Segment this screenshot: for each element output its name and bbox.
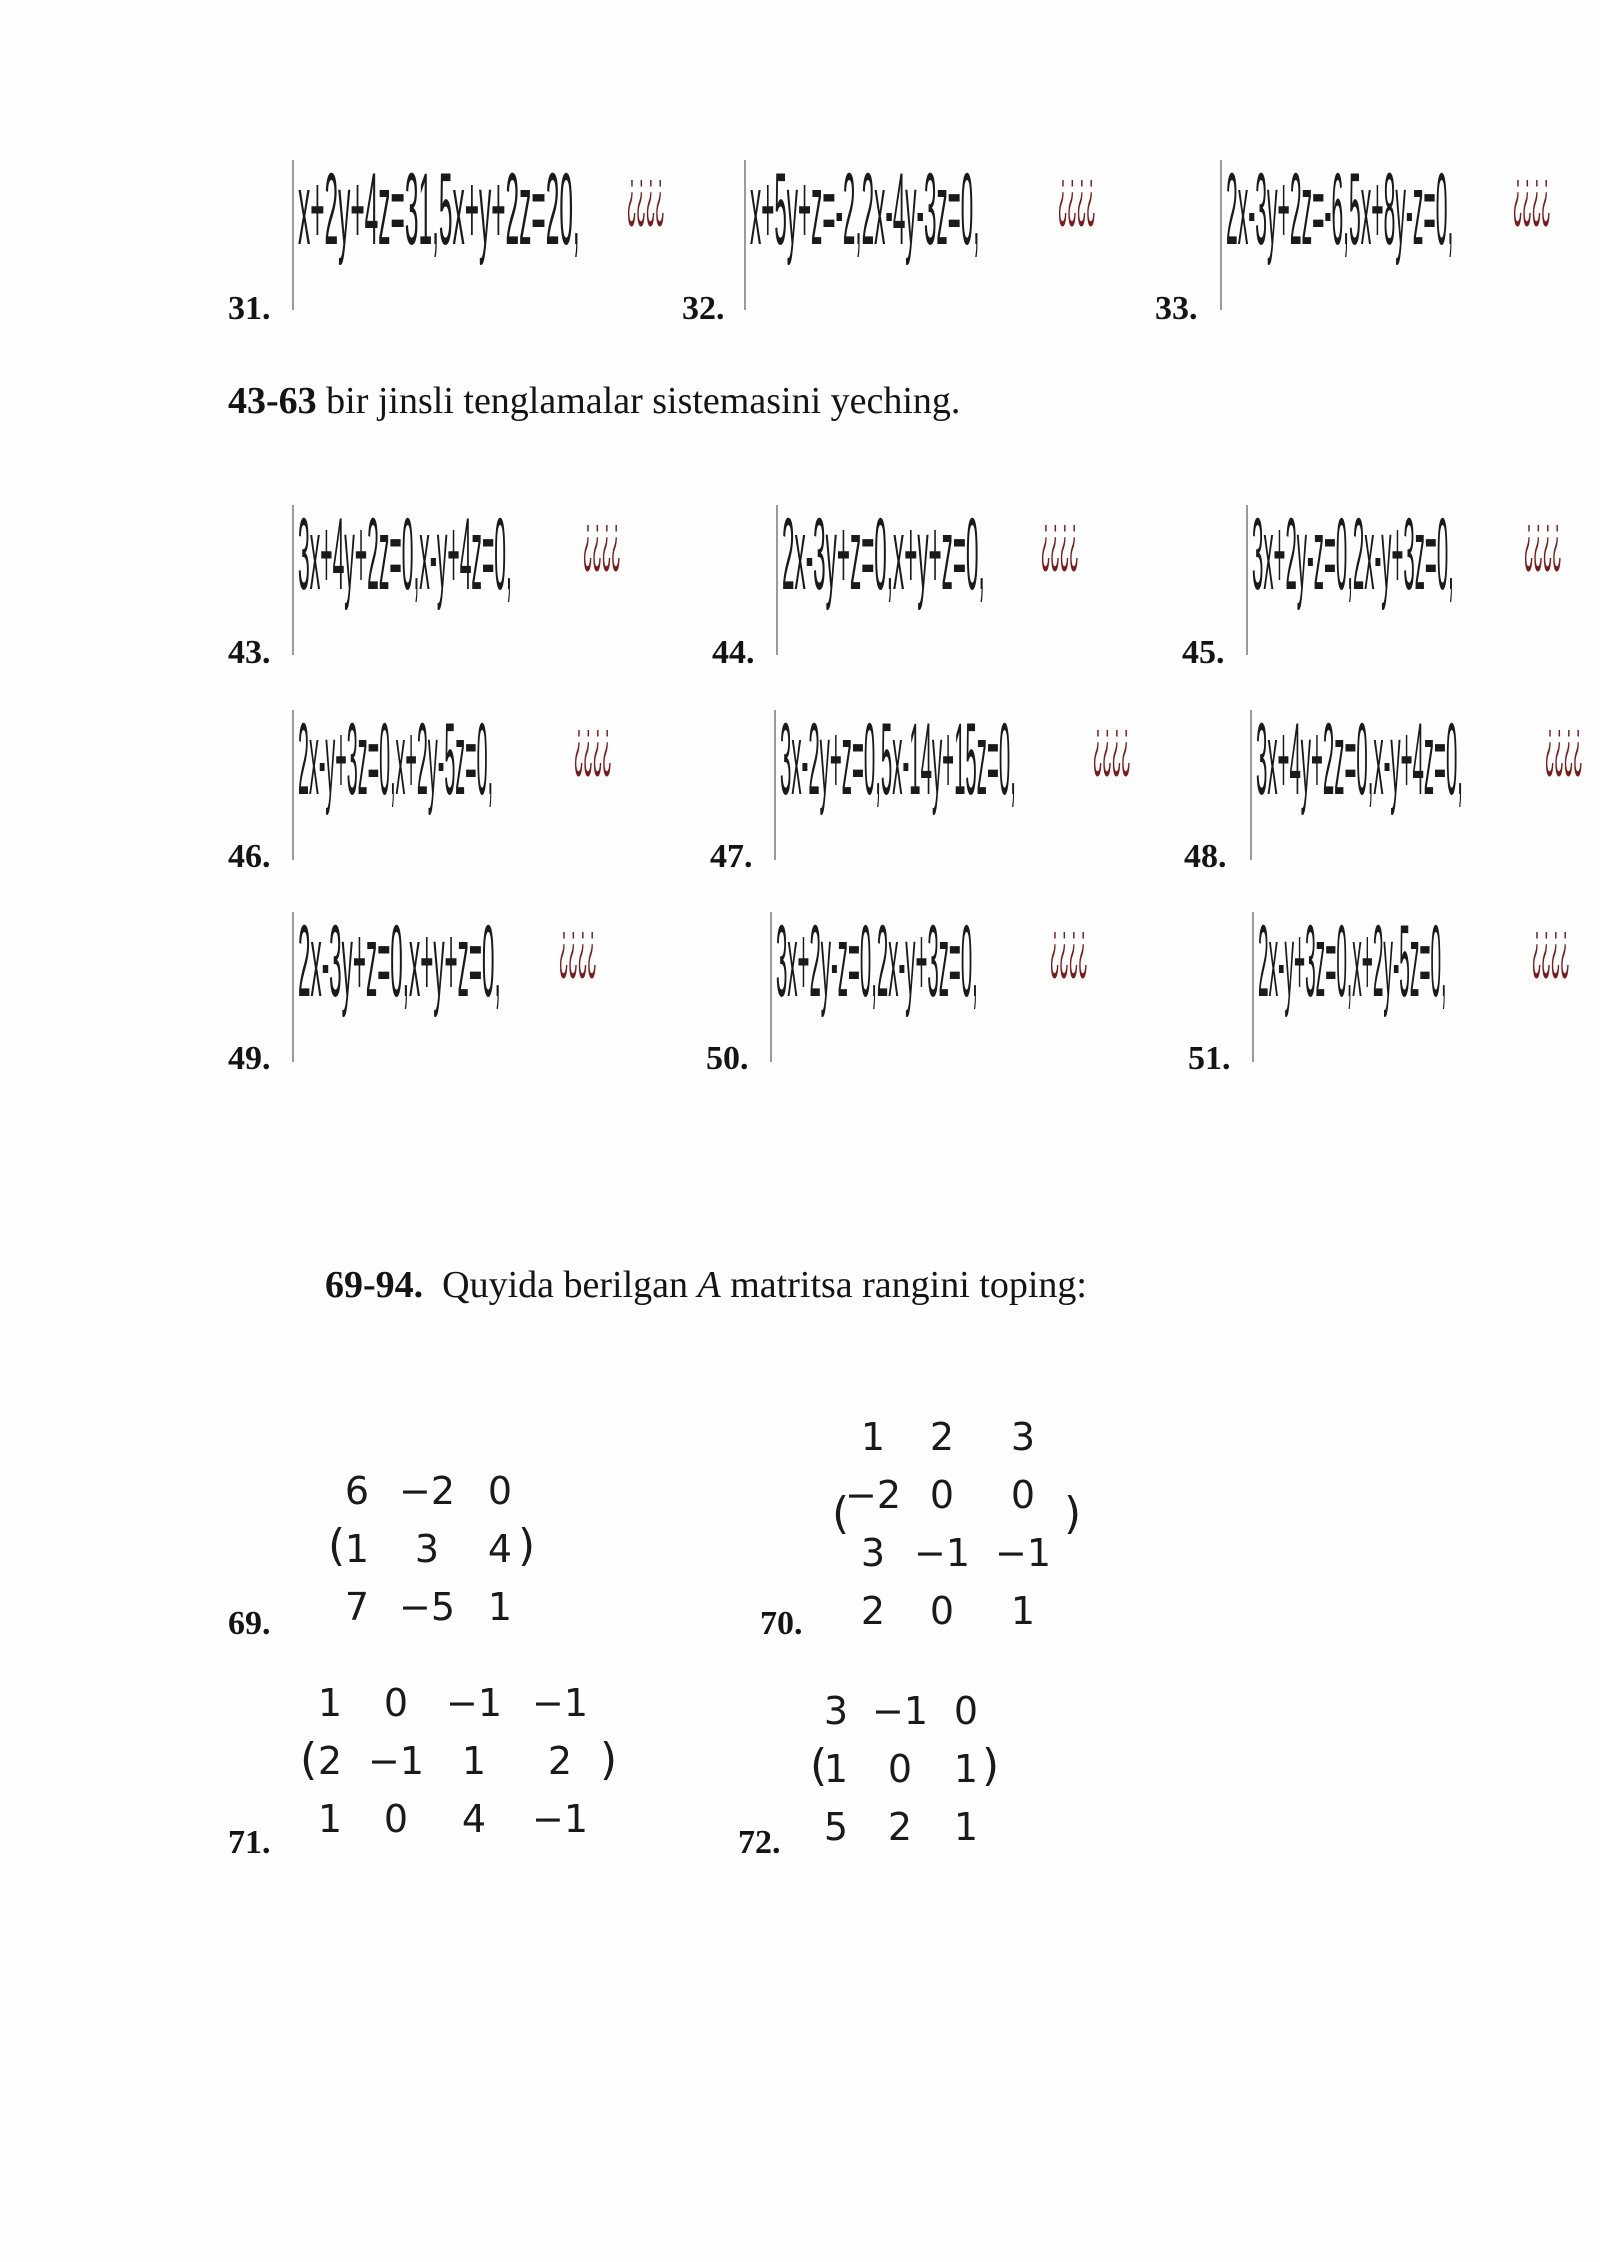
problem-number: 70. xyxy=(760,1605,803,1642)
problem-number: 32. xyxy=(682,290,725,327)
matrix-cell: 2 xyxy=(547,1739,573,1783)
matrix-cell: 1 xyxy=(1010,1589,1036,1633)
matrix-cell: 1 xyxy=(953,1747,979,1791)
matrix-cell: 0 xyxy=(929,1473,955,1517)
equation-system xyxy=(292,704,643,860)
problem-number: 48. xyxy=(1184,838,1227,875)
matrix-cell: 2 xyxy=(929,1415,955,1459)
matrix-cell: 0 xyxy=(383,1797,409,1841)
brace xyxy=(292,505,294,655)
problem-number: 69. xyxy=(228,1605,271,1642)
matrix-row xyxy=(328,1520,532,1578)
equation-tail: ¿¿¿¿ xyxy=(1512,155,1551,230)
equation-system xyxy=(776,499,1110,655)
brace xyxy=(1250,710,1252,860)
matrix xyxy=(328,1462,532,1636)
matrix-row xyxy=(300,1732,604,1790)
matrix xyxy=(845,1408,1063,1640)
matrix-cell: 0 xyxy=(383,1681,409,1725)
matrix-cell: 3 xyxy=(414,1527,440,1571)
matrix xyxy=(300,1674,604,1848)
equation-text: 2x-3y+z=0,x+y+z=0, xyxy=(782,499,985,613)
matrix-cell: 3 xyxy=(860,1531,886,1575)
matrix-row xyxy=(810,1798,994,1856)
brace xyxy=(774,710,776,860)
matrix-row xyxy=(845,1524,1063,1582)
equation-tail: ¿¿¿¿ xyxy=(574,705,613,780)
matrix-cell: −1 xyxy=(531,1797,589,1841)
left-paren: ( xyxy=(328,1520,346,1571)
right-paren: ) xyxy=(600,1734,618,1785)
equation-tail: ¿¿¿¿ xyxy=(1041,500,1079,575)
matrix-cell: 4 xyxy=(487,1527,513,1571)
heading-matrix-symbol: A xyxy=(697,1264,721,1306)
matrix-row xyxy=(300,1790,604,1848)
equation-text: 3x+2y-z=0,2x-y+3z=0, xyxy=(776,906,978,1020)
problem-number: 33. xyxy=(1155,290,1198,327)
equation-tail: ¿¿¿¿ xyxy=(1532,907,1571,982)
matrix-row xyxy=(845,1466,1063,1524)
matrix-cell: 4 xyxy=(461,1797,487,1841)
left-paren: ( xyxy=(300,1734,318,1785)
right-paren: ) xyxy=(518,1520,536,1571)
matrix xyxy=(810,1682,994,1856)
equation-system xyxy=(774,704,1162,860)
matrix-cell: −1 xyxy=(913,1531,971,1575)
problem-number: 49. xyxy=(228,1040,271,1077)
matrix-cell: 1 xyxy=(860,1415,886,1459)
equation-system xyxy=(770,906,1119,1062)
brace xyxy=(1246,505,1248,655)
matrix-cell: 1 xyxy=(317,1681,343,1725)
matrix-cell: 1 xyxy=(953,1805,979,1849)
matrix-cell: −1 xyxy=(994,1531,1052,1575)
brace xyxy=(770,912,772,1062)
problem-number: 43. xyxy=(228,634,271,671)
matrix-row xyxy=(845,1582,1063,1640)
problem-number: 46. xyxy=(228,838,271,875)
matrix-cell: 0 xyxy=(887,1747,913,1791)
problem-number: 45. xyxy=(1182,634,1225,671)
equation-text: 3x+4y+2z=0,x-y+4z=0, xyxy=(298,499,512,613)
equation-text: 2x-y+3z=0,x+2y-5z=0, xyxy=(298,704,494,818)
heading-text: matritsa rangini toping: xyxy=(720,1264,1087,1306)
matrix-cell: −1 xyxy=(871,1689,929,1733)
matrix-row xyxy=(810,1740,994,1798)
equation-tail: ¿¿¿¿ xyxy=(1093,705,1131,780)
equation-text: 2x-3y+z=0,x+y+z=0, xyxy=(298,906,501,1020)
problem-number: 47. xyxy=(710,838,753,875)
matrix-cell: 0 xyxy=(953,1689,979,1733)
problem-number: 71. xyxy=(228,1824,271,1861)
section-heading xyxy=(228,382,960,420)
matrix-cell: −1 xyxy=(531,1681,589,1725)
equation-text: x+5y+z=-2,2x-4y-3z=0, xyxy=(750,154,980,268)
equation-system xyxy=(1250,704,1600,860)
equation-system xyxy=(1220,154,1581,310)
equation-tail: ¿¿¿¿ xyxy=(1524,500,1563,575)
equation-system xyxy=(744,154,1126,310)
section-heading xyxy=(325,1266,1087,1304)
matrix-cell: 3 xyxy=(823,1689,849,1733)
problem-number: 31. xyxy=(228,290,271,327)
matrix-row xyxy=(328,1462,532,1520)
equation-tail: ¿¿¿¿ xyxy=(1057,155,1096,230)
equation-tail: ¿¿¿¿ xyxy=(627,155,665,230)
brace xyxy=(292,710,294,860)
brace xyxy=(292,160,294,310)
matrix-cell: 1 xyxy=(344,1527,370,1571)
matrix-cell: 0 xyxy=(1010,1473,1036,1517)
matrix-cell: 1 xyxy=(823,1747,849,1791)
matrix-cell: 3 xyxy=(1010,1415,1036,1459)
equation-system xyxy=(292,499,651,655)
heading-range: 69-94. xyxy=(325,1264,424,1306)
matrix-row xyxy=(845,1408,1063,1466)
left-paren: ( xyxy=(832,1488,850,1539)
equation-text: x+2y+4z=31,5x+y+2z=20, xyxy=(298,154,580,268)
brace xyxy=(744,160,746,310)
equation-tail: ¿¿¿¿ xyxy=(1050,907,1089,982)
brace xyxy=(1252,912,1254,1062)
left-paren: ( xyxy=(810,1740,828,1791)
matrix-cell: 5 xyxy=(823,1805,849,1849)
brace xyxy=(292,912,294,1062)
right-paren: ) xyxy=(982,1740,1000,1791)
equation-text: 3x-2y+z=0,5x-14y+15z=0, xyxy=(780,704,1016,818)
problem-number: 51. xyxy=(1188,1040,1231,1077)
brace xyxy=(1220,160,1222,310)
matrix-cell: 0 xyxy=(487,1469,513,1513)
equation-system xyxy=(1246,499,1593,655)
matrix-row xyxy=(810,1682,994,1740)
matrix-cell: −1 xyxy=(445,1681,503,1725)
equation-text: 3x+4y+2z=0,x-y+4z=0, xyxy=(1256,704,1463,818)
heading-text: Quyida berilgan xyxy=(423,1264,698,1306)
equation-tail: ¿¿¿¿ xyxy=(582,500,621,575)
brace xyxy=(776,505,778,655)
matrix-cell: −2 xyxy=(398,1469,456,1513)
matrix-cell: −1 xyxy=(367,1739,425,1783)
matrix-cell: 2 xyxy=(887,1805,913,1849)
heading-text: bir jinsli tenglamalar sistemasini yeching. xyxy=(316,380,961,422)
equation-tail: ¿¿¿¿ xyxy=(559,907,597,982)
matrix-cell: 2 xyxy=(317,1739,343,1783)
matrix-cell: 0 xyxy=(929,1589,955,1633)
matrix-cell: 1 xyxy=(317,1797,343,1841)
equation-system xyxy=(1252,906,1600,1062)
equation-system xyxy=(292,906,628,1062)
matrix-cell: 6 xyxy=(344,1469,370,1513)
problem-number: 72. xyxy=(738,1824,781,1861)
problem-number: 44. xyxy=(712,634,755,671)
problem-number: 50. xyxy=(706,1040,749,1077)
equation-system xyxy=(292,154,696,310)
right-paren: ) xyxy=(1064,1488,1082,1539)
matrix-cell: −2 xyxy=(845,1473,902,1517)
equation-tail: ¿¿¿¿ xyxy=(1544,705,1583,780)
matrix-cell: 1 xyxy=(461,1739,487,1783)
matrix-row xyxy=(300,1674,604,1732)
matrix-cell: 2 xyxy=(860,1589,886,1633)
heading-range: 43-63 xyxy=(228,380,317,422)
matrix-cell: 1 xyxy=(487,1585,513,1629)
matrix-row xyxy=(328,1578,532,1636)
equation-text: 2x-3y+2z=-6,5x+8y-z=0, xyxy=(1226,154,1454,268)
matrix-cell: −5 xyxy=(398,1585,456,1629)
equation-text: 3x+2y-z=0,2x-y+3z=0, xyxy=(1252,499,1454,613)
matrix-cell: 7 xyxy=(344,1585,370,1629)
equation-text: 2x-y+3z=0,x+2y-5z=0, xyxy=(1258,906,1447,1020)
